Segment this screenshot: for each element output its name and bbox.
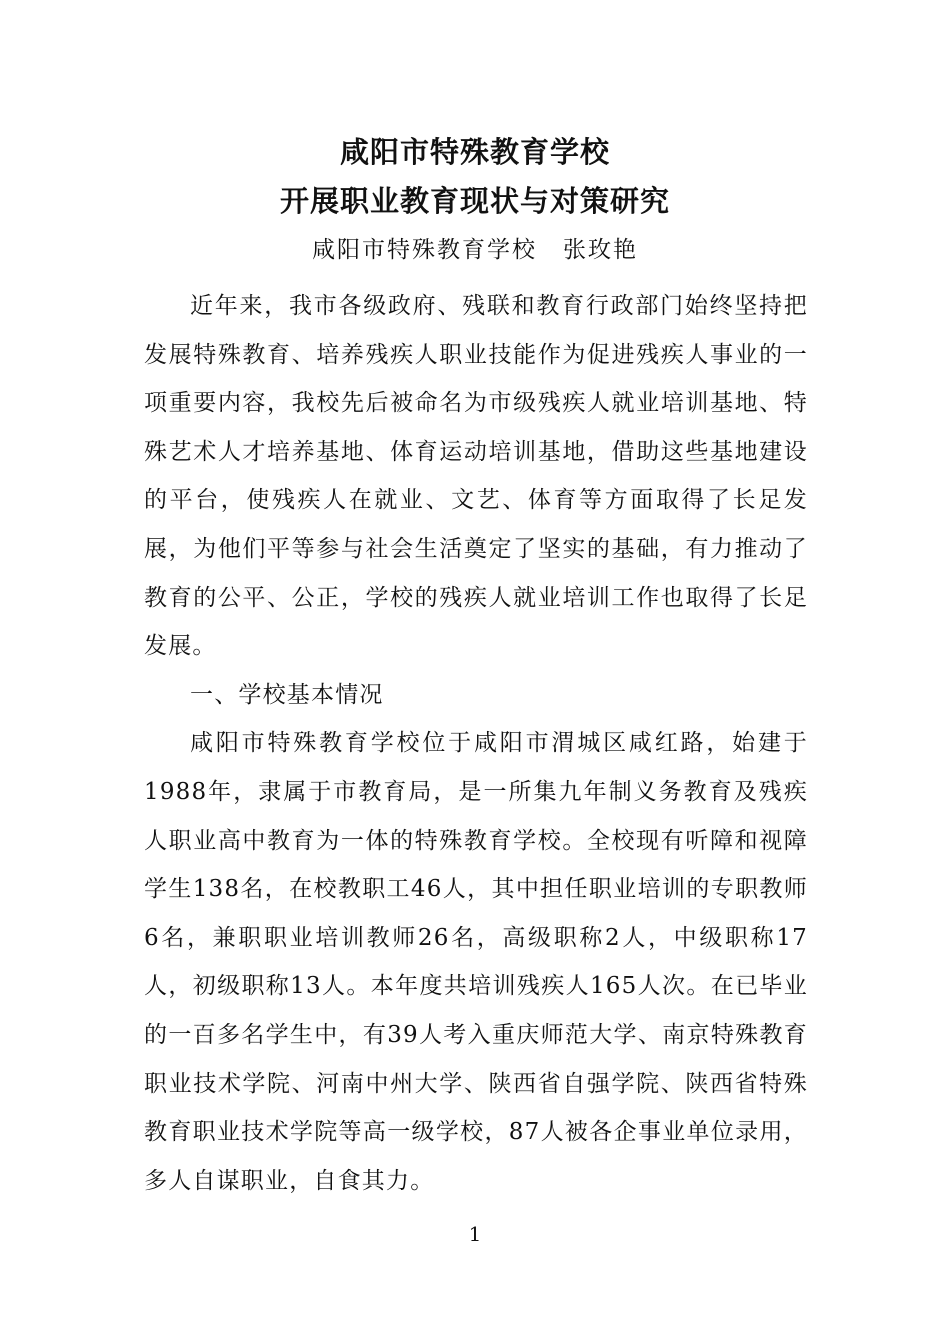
author-name: 张玫艳 <box>563 237 638 263</box>
document-body <box>144 282 808 1205</box>
page-number: 1 <box>468 1222 482 1246</box>
document-title-line-2: 开展职业教育现状与对策研究 <box>279 184 670 218</box>
section-heading-basic-info: 一、学校基本情况 <box>190 681 384 708</box>
author-line <box>0 230 950 270</box>
document-title-line-1: 咸阳市特殊教育学校 <box>339 135 610 169</box>
paragraph-basic-info: 咸阳市特殊教育学校位于咸阳市渭城区咸红路，始建于1988年，隶属于市教育局，是一所集九年制义务教育及残疾人职业高中教育为一体的特殊教育学校。全校现有听障和视障学生138名，在校教职工46人，其中担任职业培训的专职教师6名，兼职职业培训教师26名，高级职称2人，中级职称17人，初级职称13人。本年度共培训残疾人165人次。在已毕业的一百多名学生中，有39人考入重庆师范大学、南京特殊教育职业技术学院、河南中州大学、陕西省自强学院、陕西省特殊教育职业技术学院等高一级学校，87人被各企事业单位录用，多人自谋职业，自食其力。 <box>144 730 808 1194</box>
author-organization: 咸阳市特殊教育学校 <box>312 237 537 263</box>
paragraph-intro: 近年来，我市各级政府、残联和教育行政部门始终坚持把发展特殊教育、培养残疾人职业技能作为促进残疾人事业的一项重要内容，我校先后被命名为市级残疾人就业培训基地、特殊艺术人才培养基地、体育运动培训基地，借助这些基地建设的平台，使残疾人在就业、文艺、体育等方面取得了长足发展，为他们平等参与社会生活奠定了坚实的基础，有力推动了教育的公平、公正，学校的残疾人就业培训工作也取得了长足发展。 <box>144 293 808 660</box>
